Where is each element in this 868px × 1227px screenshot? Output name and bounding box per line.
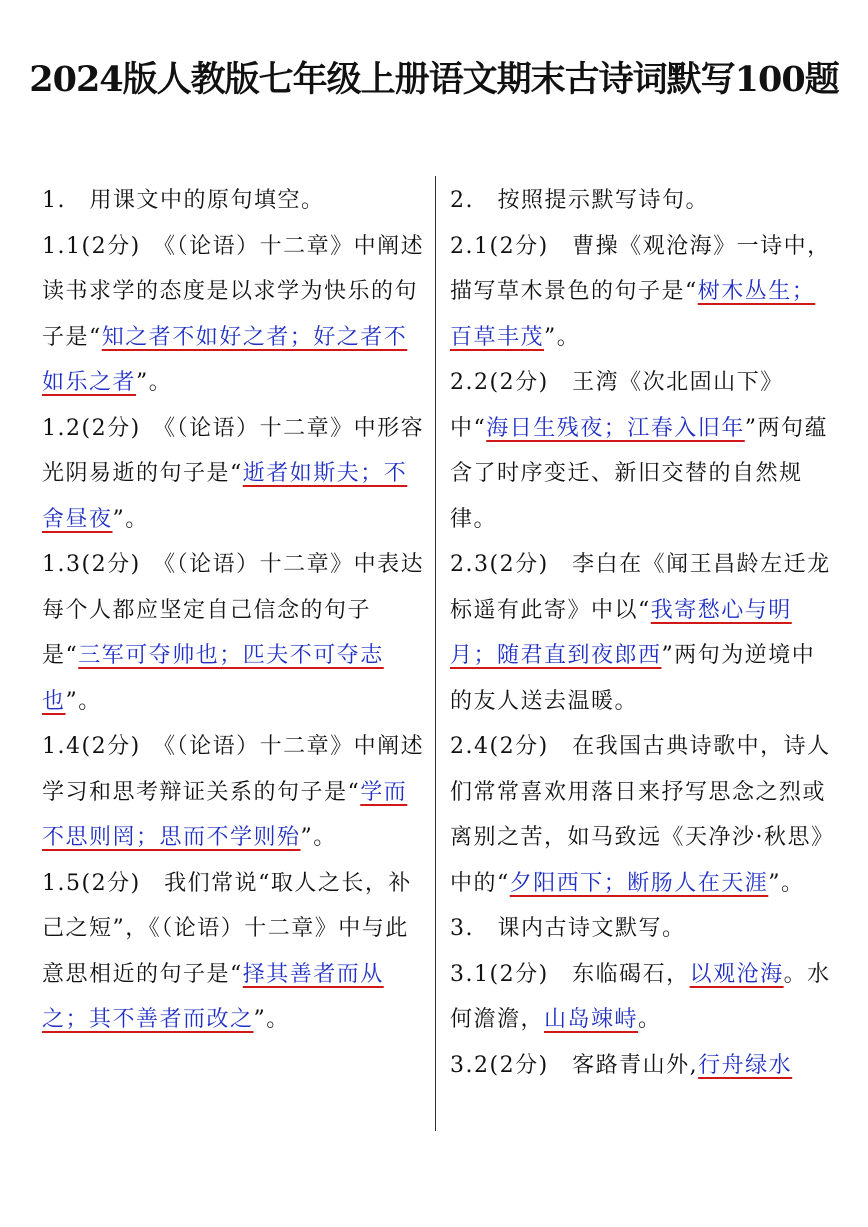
question-text: ”。 (253, 1007, 290, 1032)
answer-text: 以观沧海 (689, 961, 784, 987)
answer-text: 山岛竦峙 (544, 1007, 639, 1032)
answer-text: 逝者如斯夫；不舍昼夜 (42, 461, 408, 532)
question-text: ”。 (112, 506, 149, 532)
question-text: ”两句蕴含了时序变迁、新旧交替的自然规律。 (450, 415, 829, 532)
answer-text: 三军可夺帅也；匹夫不可夺志也 (42, 643, 384, 714)
question-text: 2.4(2分) 在我国古典诗歌中，诗人们常常喜欢用落日来抒写思念之烈或离别之苦，如马致远《天净沙·秋思》中的“ (450, 734, 835, 896)
answer-text: 我寄愁心与明月；随君直到夜郎西 (450, 597, 792, 668)
question-1-4 (42, 724, 427, 861)
answer-text: 行舟绿水 (698, 1052, 793, 1078)
question-text: 。水何澹澹， (450, 961, 831, 1032)
answer-text: 择其善者而从之；其不善者而改之 (42, 961, 384, 1032)
answer-text: 海日生残夜；江春入旧年 (486, 415, 745, 441)
question-1-2 (42, 406, 427, 543)
question-text: 。 (638, 1007, 662, 1032)
section-heading-1: 1. 用课文中的原句填空。 (42, 188, 325, 213)
section-heading-3: 3. 课内古诗文默写。 (450, 916, 686, 941)
question-3-2 (450, 1043, 835, 1089)
question-text: ”。 (65, 688, 102, 714)
question-1-5 (42, 861, 427, 1043)
question-2-1 (450, 224, 835, 361)
question-2-2 (450, 360, 835, 542)
column-divider (435, 176, 436, 1131)
question-text: 1.4(2分) 《（论语）十二章》中阐述学习和思考辩证关系的句子是“ (42, 734, 425, 805)
answer-text: 夕阳西下；断肠人在天涯 (509, 870, 769, 896)
question-text: ”两句为逆境中的友人送去温暖。 (450, 643, 816, 714)
question-text: ”。 (544, 324, 581, 350)
right-column (450, 178, 835, 1088)
page-title: 2024版人教版七年级上册语文期末古诗词默写100题 (29, 59, 839, 100)
answer-text: 学而不思则罔；思而不学则殆 (42, 779, 408, 850)
question-text: ”。 (300, 825, 337, 850)
question-text: 1.1(2分) 《（论语）十二章》中阐述读书求学的态度是以求学为快乐的句子是“ (42, 233, 425, 350)
answer-text: 知之者不如好之者；好之者不如乐之者 (42, 324, 408, 395)
question-2-3 (450, 542, 835, 724)
question-text: ”。 (768, 870, 805, 896)
question-text: 2.2(2分) 王湾《次北固山下》中“ (450, 370, 784, 441)
question-3-1 (450, 952, 835, 1043)
question-text: 3.2(2分) 客路青山外, (450, 1052, 699, 1078)
question-text: 1.3(2分) 《（论语）十二章》中表达每个人都应坚定自己信念的句子是“ (42, 552, 425, 668)
question-text: ”。 (136, 370, 173, 395)
section-heading-2: 2. 按照提示默写诗句。 (450, 188, 709, 213)
left-column (42, 178, 427, 1043)
question-2-4 (450, 724, 835, 906)
question-text: 2.3(2分) 李白在《闻王昌龄左迁龙标遥有此寄》中以“ (450, 552, 831, 623)
question-text: 3.1(2分) 东临碣石， (450, 961, 690, 987)
question-text: 2.1(2分) 曹操《观沧海》一诗中，描写草木景色的句子是“ (450, 233, 831, 304)
question-text: 1.2(2分) 《（论语）十二章》中形容光阴易逝的句子是“ (42, 415, 425, 486)
question-text: 1.5(2分) 我们常说“取人之长，补己之短”，《（论语）十二章》中与此意思相近的句子是“ (42, 870, 412, 987)
question-1-3 (42, 542, 427, 724)
answer-text: 树木丛生；百草丰茂 (450, 279, 816, 350)
question-1-1 (42, 224, 427, 406)
